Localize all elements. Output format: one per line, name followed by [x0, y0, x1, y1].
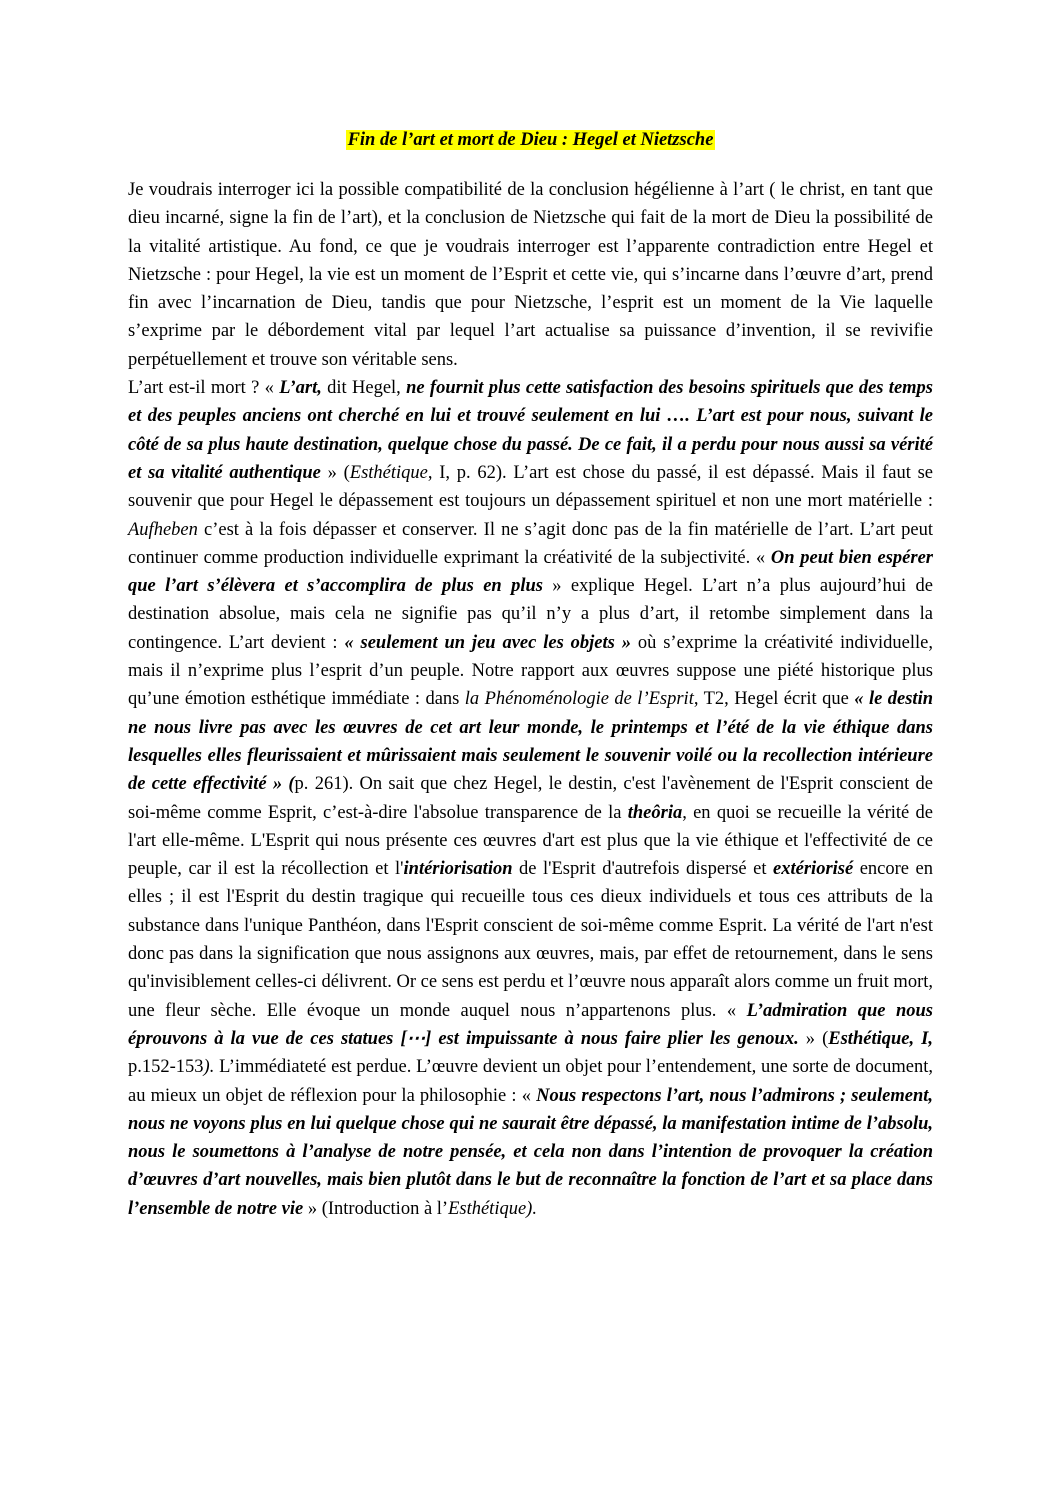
paragraph-main	[128, 374, 933, 1223]
italic-run: Esthétique	[349, 462, 428, 483]
text-run: , en quoi se recueille la vérité de l'art elle-même. L'Esprit qui nous présente ces œuvres d'art est plus que la vie éthique et l'effectivité de ce peuple, car il est la récollection et l'	[128, 802, 933, 880]
quote-run: On peut bien espérer que l’art s’élèvera et s’accomplira de plus en plus	[128, 547, 933, 597]
text-run: » (Introduction à l’	[303, 1198, 449, 1219]
quote-run: ne fournit plus cette satisfaction des besoins spirituels que des temps et des peuples anciens ont cherché en lui et trouvé seulement en lui …. L’art est pour nous, suivant le côté de sa plus haute destination, quelque chose du passé. De ce fait, il a perdu pour nous aussi sa vérité et sa vitalité authentique	[128, 378, 934, 483]
quote-run: theôria	[627, 802, 683, 823]
text-run: c’est à la fois dépasser et conserver. Il ne s’agit donc pas de la fin matérielle de l’art. L’art peut continuer comme production individuelle exprimant la créativité de la subjectivité. «	[128, 519, 933, 568]
quote-run: Esthétique, I,	[828, 1028, 933, 1049]
text-run: , I, p. 62). L’art est chose du passé, il est dépassé. Mais il faut se souvenir que pour Hegel le dépassement est toujours un dépassement spirituel et non une mort matérielle :	[128, 462, 934, 512]
quote-run: Nous respectons l’art, nous l’admirons ; seulement, nous ne voyons plus en lui quelque chose qui ne saurait être dépassé, la manifestation intime de l’absolu, nous le soumettons à l’analyse de notre pensée, et cela non dans l’intention de provoquer la création d’œuvres d’art nouvelles, mais bien plutôt dans le but de reconnaître la fonction de l’art et sa place dans l’ensemble de notre vie	[128, 1085, 933, 1219]
text-run: L’art est-il mort ? «	[128, 378, 280, 399]
text-run: » (	[798, 1028, 829, 1049]
text-run: dit Hegel,	[321, 378, 407, 399]
title-wrap	[128, 126, 933, 154]
italic-run: Aufheben	[128, 519, 198, 540]
quote-run: intériorisation	[403, 859, 513, 880]
text-run: de l'Esprit d'autrefois dispersé et	[512, 859, 774, 880]
quote-run: « le destin ne nous livre pas avec les œuvres de cet art leur monde, le printemps et l’été de la vie éthique dans lesquelles elles fleurissaient et mûrissaient mais seulement le souvenir voilé ou la recollection intérieure de cette effectivité » (	[128, 689, 933, 795]
text-run: L’immédiateté est perdue. L’œuvre devient un objet pour l’entendement, une sorte de document, au mieux un objet de réflexion pour la philosophie : «	[128, 1057, 933, 1106]
paragraph-intro: Je voudrais interroger ici la possible compatibilité de la conclusion hégélienne à l’art ( le christ, en tant que dieu incarné, signe la fin de l’art), et la conclusion de Nietzsche qui fait de la mort de Dieu la possibilité de la vitalité artistique. Au fond, ce que je voudrais interroger est l’apparente contradiction entre Hegel et Nietzsche : pour Hegel, la vie est un moment de l’Esprit et cette vie, qui s’incarne dans l’œuvre d’art, prend fin avec l’incarnation de Dieu, tandis que pour Nietzsche, l’esprit est un moment de la Vie laquelle s’exprime par le débordement vital par lequel l’art actualise sa puissance d’invention, il se revivifie perpétuellement et trouve son véritable sens.	[128, 180, 933, 370]
italic-run: la Phénoménologie de l’Esprit	[464, 689, 694, 710]
quote-run: « seulement un jeu avec les objets »	[344, 632, 631, 653]
italic-run: Esthétique).	[448, 1198, 537, 1219]
italic-run: ).	[203, 1057, 215, 1078]
document-title: Fin de l’art et mort de Dieu : Hegel et Nietzsche	[347, 130, 714, 150]
quote-run: extériorisé	[773, 859, 854, 880]
quote-run: L’art,	[279, 378, 322, 399]
text-run: p.152-153	[128, 1057, 204, 1078]
text-run: p. 261). On sait que chez Hegel, le destin, c'est l'avènement de l'Esprit conscient de soi-même comme Esprit, c’est-à-dire l'absolue transparence de la	[128, 774, 933, 823]
document-page	[128, 126, 933, 1223]
text-run: , T2, Hegel écrit que	[693, 689, 855, 710]
quote-run: L’admiration que nous éprouvons à la vue de ces statues [⋯] est impuissante à nous faire plier les genoux.	[128, 1000, 933, 1049]
text-run: encore en elles ; il est l'Esprit du destin tragique qui recueille tous ces dieux individuels et tous ces attributs de la substance dans l'unique Panthéon, dans l'Esprit conscient de soi-même comme Esprit. La vérité de l'art n'est donc pas dans la signification que nous assignons aux œuvres, mais, par effet de retournement, dans le sens qu'invisiblement celles-ci délivrent. Or ce sens est perdu et l’œuvre nous apparaît alors comme un fruit mort, une fleur sèche. Elle évoque un monde auquel nous n’appartenons plus. «	[128, 859, 934, 1021]
text-run: où s’exprime la créativité individuelle, mais il n’exprime plus l’esprit d’un peuple. Notre rapport aux œuvres suppose une piété historique plus qu’une émotion esthétique immédiate : dans	[128, 632, 933, 710]
text-run: » explique Hegel. L’art n’a plus aujourd’hui de destination absolue, mais cela ne signifie pas qu’il n’y a plus d’art, il retombe simplement dans la contingence. L’art devient :	[128, 576, 934, 653]
text-run: » (	[320, 462, 350, 483]
